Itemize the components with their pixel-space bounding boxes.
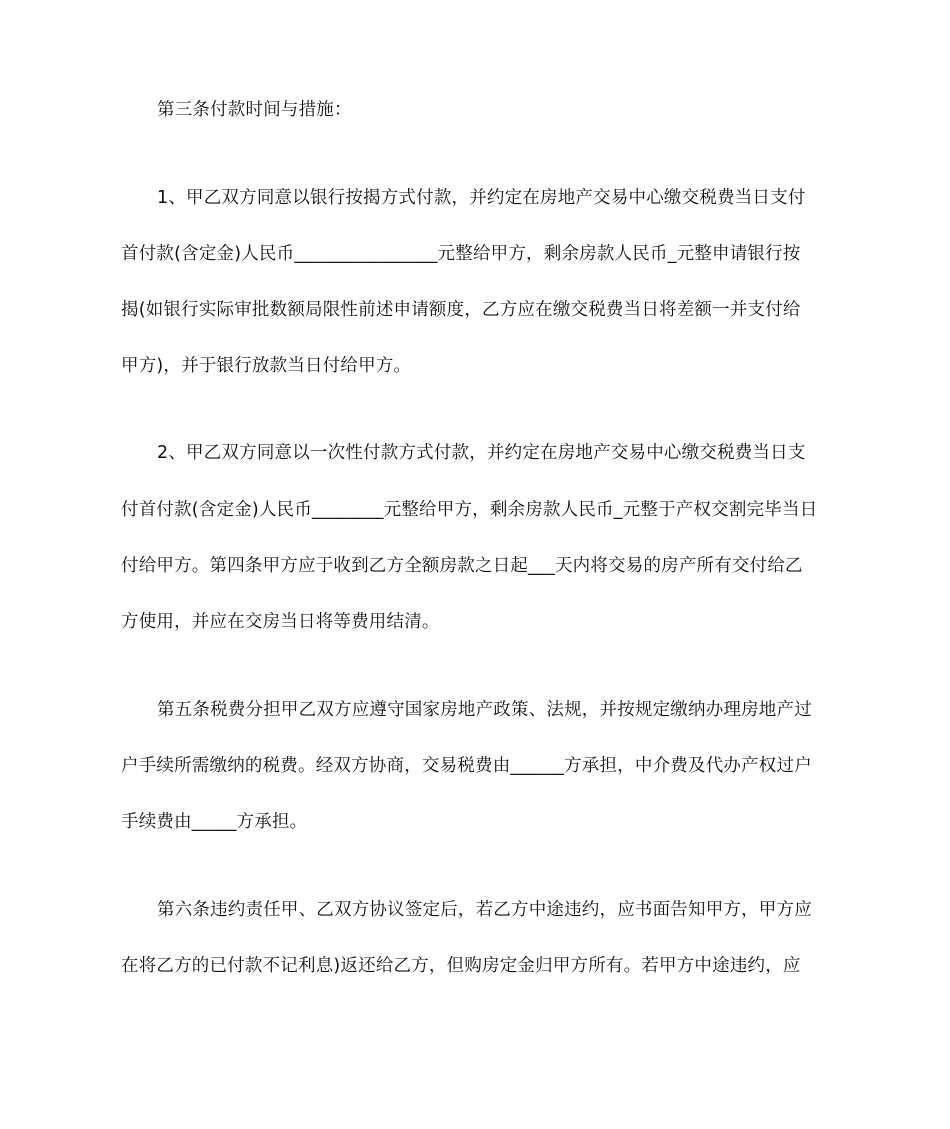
paragraph-3-line-3: 手续费由_____方承担。 bbox=[121, 812, 308, 832]
paragraph-1-line-2: 首付款(含定金)人民币________________元整给甲方，剩余房款人民币_元整申请银行按 bbox=[121, 244, 801, 264]
paragraph-1-line-4: 甲方)，并于银行放款当日付给甲方。 bbox=[121, 356, 412, 376]
section-heading: 第三条付款时间与措施： bbox=[157, 100, 352, 120]
paragraph-2-line-2: 付首付款(含定金)人民币________元整给甲方，剩余房款人民币_元整于产权交割完毕当日 bbox=[121, 500, 818, 520]
paragraph-2-line-3: 付给甲方。第四条甲方应于收到乙方全额房款之日起___天内将交易的房产所有交付给乙 bbox=[121, 556, 803, 576]
paragraph-3-line-2: 户手续所需缴纳的税费。经双方协商，交易税费由______方承担，中介费及代办产权过户 bbox=[121, 756, 812, 776]
paragraph-2-line-1: 2、甲乙双方同意以一次性付款方式付款，并约定在房地产交易中心缴交税费当日支 bbox=[157, 443, 806, 463]
paragraph-1-line-1: 1、甲乙双方同意以银行按揭方式付款，并约定在房地产交易中心缴交税费当日支付 bbox=[157, 188, 806, 208]
paragraph-4-line-1: 第六条违约责任甲、乙双方协议签定后，若乙方中途违约，应书面告知甲方，甲方应 bbox=[157, 900, 812, 920]
paragraph-1-line-3: 揭(如银行实际审批数额局限性前述申请额度，乙方应在缴交税费当日将差额一并支付给 bbox=[121, 300, 801, 320]
paragraph-2-line-4: 方使用，并应在交房当日将等费用结清。 bbox=[121, 612, 440, 632]
paragraph-3-line-1: 第五条税费分担甲乙双方应遵守国家房地产政策、法规，并按规定缴纳办理房地产过 bbox=[157, 700, 812, 720]
paragraph-4-line-2: 在将乙方的已付款不记利息)返还给乙方，但购房定金归甲方所有。若甲方中途违约，应 bbox=[121, 956, 801, 976]
